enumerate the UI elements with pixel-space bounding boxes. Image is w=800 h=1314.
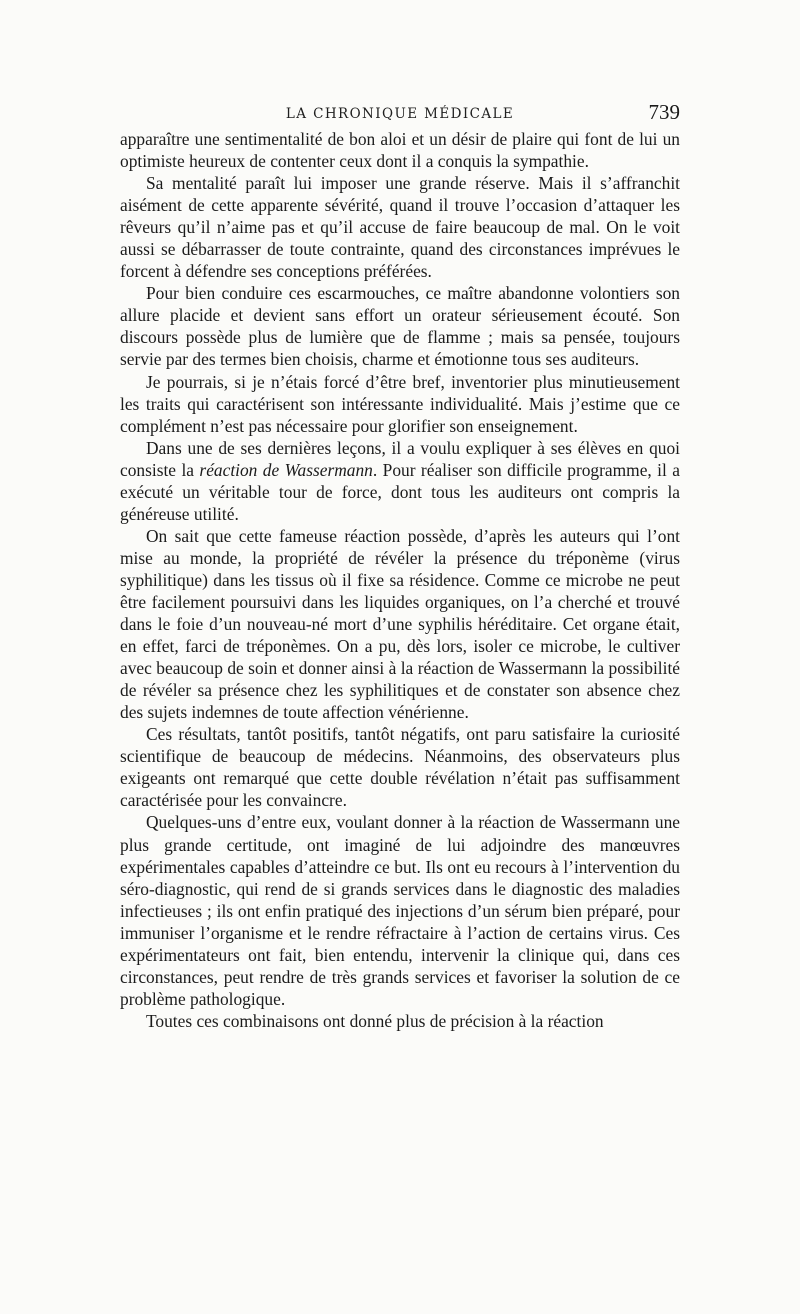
wassermann-reaction-italic: réaction de Wassermann [199,459,373,480]
paragraph-8: Quelques-uns d’entre eux, voulant donner à la réaction de Wassermann une plus grande certitude, ont imaginé de lui adjoindre des manœuvres expérimentales capables d’atteindre ce but. Ils ont eu recours à l’intervention du séro-diagnostic, qui rend de si grands services dans le diagnostic des maladies infectieuses ; ils ont enfin pratiqué des injections d’un sérum bien préparé, pour immuniser l’organisme et le rendre réfractaire à l’action de certains virus. Ces expérimentateurs ont fait, bien entendu, intervenir la clinique qui, dans ces circonstances, peut rendre de très grands services et favoriser la solution de ce problème pathologique. [120,812,680,1009]
paragraph-3: Pour bien conduire ces escarmouches, ce maître abandonne volontiers son allure placide et devient sans effort un orateur sérieusement écouté. Son discours possède plus de lumière que de flamme ; mais sa pensée, toujours servie par des termes bien choisis, charme et émotionne tous ses auditeurs. [120,283,680,370]
paragraph-6: On sait que cette fameuse réaction possède, d’après les auteurs qui l’ont mise au monde, la propriété de révéler la présence du tréponème (virus syphilitique) dans les tissus où il fixe sa résidence. Comme ce microbe ne peut être facilement poursuivi dans les liquides organiques, on l’a cherché et trouvé dans le foie d’un nouveau-né mort d’une syphilis héréditaire. Cet organe était, en effet, farci de tréponèmes. On a pu, dès lors, isoler ce microbe, le cultiver avec beaucoup de soin et donner ainsi à la réaction de Wassermann la possibilité de révéler sa présence chez les syphilitiques et de constater son absence chez des sujets indemnes de toute affection vénérienne. [120,525,680,723]
paragraph-1: apparaître une sentimentalité de bon aloi et un désir de plaire qui font de lui un optimiste heureux de contenter ceux dont il a conquis la sympathie. [120,129,680,172]
paragraph-4: Je pourrais, si je n’étais forcé d’être bref, inventorier plus minutieusement les traits qui caractérisent son intéressante individualité. Mais j’estime que ce complément n’est pas nécessaire pour glorifier son enseignement. [120,371,680,436]
paragraph-7: Ces résultats, tantôt positifs, tantôt négatifs, ont paru satisfaire la curiosité scientifique de beaucoup de médecins. Néanmoins, des observateurs plus exigeants ont remarqué que cette double révélation n’était pas suffisamment caractérisée pour les convaincre. [120,724,680,811]
page-number: 739 [648,100,680,124]
paragraph-5 [120,437,680,525]
page-header [120,100,680,130]
body-text [120,128,680,1032]
paragraph-5-end: . Pour réaliser son difficile programme, il a exécuté un véritable tour de force, dont tous les auditeurs ont compris la généreuse utilité. [120,459,680,524]
running-title: LA CHRONIQUE MÉDICALE [285,106,515,122]
paragraph-9: Toutes ces combinaisons ont donné plus de précision à la réaction [146,1010,604,1031]
paragraph-5-start: Dans une de ses dernières leçons, il a voulu expliquer à ses élèves en quoi consiste la [120,437,680,480]
paragraph-2: Sa mentalité paraît lui imposer une grande réserve. Mais il s’affranchit aisément de cette apparente sévérité, quand il trouve l’occasion d’attaquer les rêveurs qu’il n’aime pas et qu’il accuse de faire beaucoup de mal. On le voit aussi se débarrasser de toute contrainte, quand des circonstances imprévues le forcent à défendre ses conceptions préférées. [120,173,680,282]
